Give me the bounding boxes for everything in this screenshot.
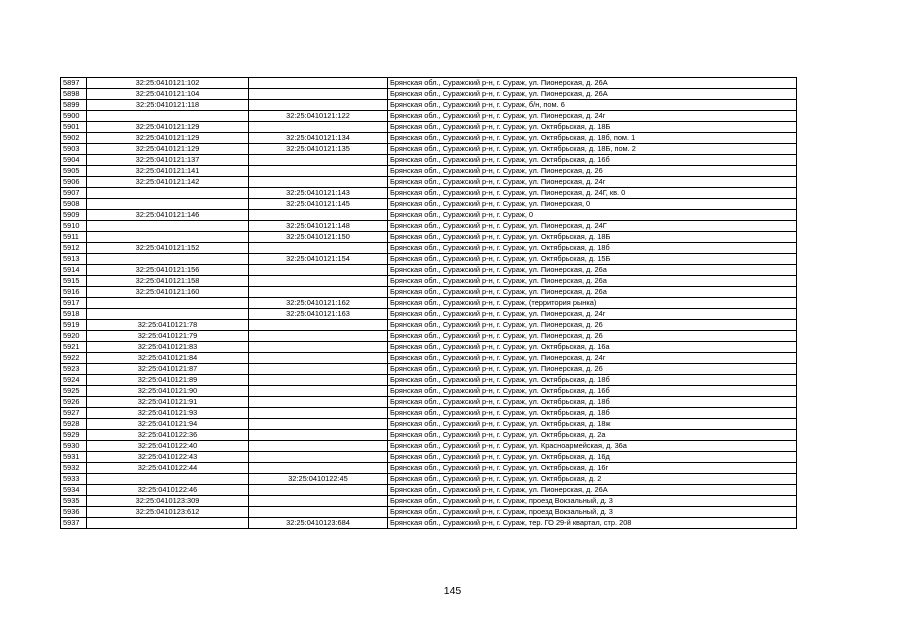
- parent-cadastral-number-cell: [249, 441, 388, 452]
- table-row: [61, 155, 797, 166]
- address-cell: Брянская обл., Суражский р-н, г. Сураж, тер. ГО 29-й квартал, стр. 208: [388, 518, 797, 529]
- parent-cadastral-number-cell: 32:25:0410121:143: [249, 188, 388, 199]
- address-cell: Брянская обл., Суражский р-н, г. Сураж, ул. Пионерская, д. 24Г: [388, 221, 797, 232]
- table-row: [61, 496, 797, 507]
- row-number-cell: 5907: [61, 188, 87, 199]
- table-row: [61, 507, 797, 518]
- address-cell: Брянская обл., Суражский р-н, г. Сураж, проезд Вокзальный, д. 3: [388, 507, 797, 518]
- row-number-cell: 5910: [61, 221, 87, 232]
- address-cell: Брянская обл., Суражский р-н, г. Сураж, ул. Пионерская, 0: [388, 199, 797, 210]
- address-cell: Брянская обл., Суражский р-н, г. Сураж, ул. Пионерская, д. 24г: [388, 353, 797, 364]
- table-row: [61, 265, 797, 276]
- address-cell: Брянская обл., Суражский р-н, г. Сураж, ул. Пионерская, д. 26А: [388, 78, 797, 89]
- row-number-cell: 5916: [61, 287, 87, 298]
- table-row: [61, 221, 797, 232]
- cadastral-number-cell: 32:25:0410121:78: [87, 320, 249, 331]
- cadastral-number-cell: 32:25:0410121:91: [87, 397, 249, 408]
- cadastral-number-cell: 32:25:0410121:104: [87, 89, 249, 100]
- table-row: [61, 210, 797, 221]
- address-cell: Брянская обл., Суражский р-н, г. Сураж, ул. Пионерская, д. 26а: [388, 287, 797, 298]
- address-cell: Брянская обл., Суражский р-н, г. Сураж, ул. Октябрьская, д. 18Б: [388, 232, 797, 243]
- row-number-cell: 5921: [61, 342, 87, 353]
- table-row: [61, 331, 797, 342]
- table-row: [61, 485, 797, 496]
- address-cell: Брянская обл., Суражский р-н, г. Сураж, ул. Октябрьская, д. 16г: [388, 463, 797, 474]
- address-cell: Брянская обл., Суражский р-н, г. Сураж, ул. Пионерская, д. 26а: [388, 265, 797, 276]
- row-number-cell: 5936: [61, 507, 87, 518]
- parent-cadastral-number-cell: [249, 265, 388, 276]
- table-row: [61, 298, 797, 309]
- cadastral-number-cell: 32:25:0410123:309: [87, 496, 249, 507]
- table-row: [61, 276, 797, 287]
- cadastral-number-cell: 32:25:0410121:87: [87, 364, 249, 375]
- row-number-cell: 5933: [61, 474, 87, 485]
- address-cell: Брянская обл., Суражский р-н, г. Сураж, ул. Пионерская, д. 26А: [388, 485, 797, 496]
- table-row: [61, 452, 797, 463]
- row-number-cell: 5911: [61, 232, 87, 243]
- address-cell: Брянская обл., Суражский р-н, г. Сураж, ул. Пионерская, д. 26а: [388, 276, 797, 287]
- address-cell: Брянская обл., Суражский р-н, г. Сураж, ул. Октябрьская, д. 16а: [388, 342, 797, 353]
- parent-cadastral-number-cell: [249, 78, 388, 89]
- table-row: [61, 111, 797, 122]
- parent-cadastral-number-cell: [249, 485, 388, 496]
- address-cell: Брянская обл., Суражский р-н, г. Сураж, (территория рынка): [388, 298, 797, 309]
- cadastral-number-cell: 32:25:0410122:40: [87, 441, 249, 452]
- address-cell: Брянская обл., Суражский р-н, г. Сураж, ул. Октябрьская, д. 18Б, пом. 2: [388, 144, 797, 155]
- cadastral-number-cell: [87, 309, 249, 320]
- parent-cadastral-number-cell: [249, 320, 388, 331]
- table-row: [61, 441, 797, 452]
- row-number-cell: 5909: [61, 210, 87, 221]
- cadastral-number-cell: [87, 298, 249, 309]
- table-row: [61, 364, 797, 375]
- address-cell: Брянская обл., Суражский р-н, г. Сураж, ул. Октябрьская, д. 18б: [388, 397, 797, 408]
- table-row: [61, 419, 797, 430]
- row-number-cell: 5903: [61, 144, 87, 155]
- cadastral-number-cell: [87, 474, 249, 485]
- page-number: 145: [443, 585, 462, 597]
- address-cell: Брянская обл., Суражский р-н, г. Сураж, проезд Вокзальный, д. 3: [388, 496, 797, 507]
- table-row: [61, 342, 797, 353]
- table-row: [61, 474, 797, 485]
- row-number-cell: 5918: [61, 309, 87, 320]
- row-number-cell: 5919: [61, 320, 87, 331]
- parent-cadastral-number-cell: 32:25:0410123:684: [249, 518, 388, 529]
- cadastral-number-cell: 32:25:0410121:84: [87, 353, 249, 364]
- cadastral-number-cell: [87, 518, 249, 529]
- parent-cadastral-number-cell: 32:25:0410121:148: [249, 221, 388, 232]
- parent-cadastral-number-cell: [249, 375, 388, 386]
- parent-cadastral-number-cell: [249, 166, 388, 177]
- row-number-cell: 5913: [61, 254, 87, 265]
- cadastral-number-cell: 32:25:0410121:90: [87, 386, 249, 397]
- parent-cadastral-number-cell: 32:25:0410121:135: [249, 144, 388, 155]
- address-cell: Брянская обл., Суражский р-н, г. Сураж, ул. Октябрьская, д. 18Б: [388, 122, 797, 133]
- table-row: [61, 122, 797, 133]
- row-number-cell: 5906: [61, 177, 87, 188]
- table-row: [61, 408, 797, 419]
- parent-cadastral-number-cell: [249, 386, 388, 397]
- table-body: [61, 78, 797, 529]
- address-cell: Брянская обл., Суражский р-н, г. Сураж, ул. Пионерская, д. 26А: [388, 89, 797, 100]
- address-cell: Брянская обл., Суражский р-н, г. Сураж, ул. Пионерская, д. 26: [388, 320, 797, 331]
- parent-cadastral-number-cell: 32:25:0410121:145: [249, 199, 388, 210]
- parent-cadastral-number-cell: [249, 397, 388, 408]
- table-row: [61, 78, 797, 89]
- table-row: [61, 254, 797, 265]
- address-cell: Брянская обл., Суражский р-н, г. Сураж, ул. Октябрьская, д. 18б: [388, 375, 797, 386]
- row-number-cell: 5912: [61, 243, 87, 254]
- address-cell: Брянская обл., Суражский р-н, г. Сураж, ул. Красноармейская, д. 36а: [388, 441, 797, 452]
- table-row: [61, 353, 797, 364]
- parent-cadastral-number-cell: 32:25:0410121:122: [249, 111, 388, 122]
- parent-cadastral-number-cell: 32:25:0410121:150: [249, 232, 388, 243]
- parent-cadastral-number-cell: [249, 331, 388, 342]
- parent-cadastral-number-cell: [249, 122, 388, 133]
- row-number-cell: 5908: [61, 199, 87, 210]
- address-cell: Брянская обл., Суражский р-н, г. Сураж, ул. Октябрьская, д. 16б: [388, 386, 797, 397]
- row-number-cell: 5925: [61, 386, 87, 397]
- address-cell: Брянская обл., Суражский р-н, г. Сураж, ул. Октябрьская, д. 16б: [388, 155, 797, 166]
- table-row: [61, 144, 797, 155]
- property-table: [60, 77, 797, 529]
- row-number-cell: 5898: [61, 89, 87, 100]
- address-cell: Брянская обл., Суражский р-н, г. Сураж, ул. Октябрьская, д. 18б: [388, 243, 797, 254]
- table-row: [61, 188, 797, 199]
- cadastral-number-cell: 32:25:0410121:160: [87, 287, 249, 298]
- cadastral-number-cell: 32:25:0410121:129: [87, 133, 249, 144]
- parent-cadastral-number-cell: 32:25:0410122:45: [249, 474, 388, 485]
- address-cell: Брянская обл., Суражский р-н, г. Сураж, ул. Октябрьская, д. 2: [388, 474, 797, 485]
- address-cell: Брянская обл., Суражский р-н, г. Сураж, ул. Октябрьская, д. 16д: [388, 452, 797, 463]
- table-row: [61, 177, 797, 188]
- address-cell: Брянская обл., Суражский р-н, г. Сураж, ул. Пионерская, д. 24г: [388, 177, 797, 188]
- table-row: [61, 89, 797, 100]
- row-number-cell: 5897: [61, 78, 87, 89]
- row-number-cell: 5915: [61, 276, 87, 287]
- cadastral-number-cell: 32:25:0410121:129: [87, 144, 249, 155]
- table-row: [61, 232, 797, 243]
- address-cell: Брянская обл., Суражский р-н, г. Сураж, ул. Пионерская, д. 24г: [388, 309, 797, 320]
- cadastral-number-cell: 32:25:0410122:44: [87, 463, 249, 474]
- cadastral-number-cell: 32:25:0410121:129: [87, 122, 249, 133]
- table-row: [61, 287, 797, 298]
- cadastral-number-cell: 32:25:0410121:146: [87, 210, 249, 221]
- row-number-cell: 5914: [61, 265, 87, 276]
- address-cell: Брянская обл., Суражский р-н, г. Сураж, б/н, пом. 6: [388, 100, 797, 111]
- parent-cadastral-number-cell: [249, 100, 388, 111]
- parent-cadastral-number-cell: [249, 276, 388, 287]
- parent-cadastral-number-cell: [249, 408, 388, 419]
- cadastral-number-cell: 32:25:0410121:141: [87, 166, 249, 177]
- parent-cadastral-number-cell: 32:25:0410121:154: [249, 254, 388, 265]
- parent-cadastral-number-cell: [249, 507, 388, 518]
- address-cell: Брянская обл., Суражский р-н, г. Сураж, ул. Октябрьская, д. 15Б: [388, 254, 797, 265]
- parent-cadastral-number-cell: 32:25:0410121:163: [249, 309, 388, 320]
- table-row: [61, 309, 797, 320]
- parent-cadastral-number-cell: [249, 243, 388, 254]
- address-cell: Брянская обл., Суражский р-н, г. Сураж, ул. Октябрьская, д. 18ж: [388, 419, 797, 430]
- cadastral-number-cell: 32:25:0410121:142: [87, 177, 249, 188]
- parent-cadastral-number-cell: [249, 89, 388, 100]
- cadastral-number-cell: 32:25:0410121:137: [87, 155, 249, 166]
- row-number-cell: 5929: [61, 430, 87, 441]
- cadastral-number-cell: 32:25:0410121:158: [87, 276, 249, 287]
- row-number-cell: 5900: [61, 111, 87, 122]
- parent-cadastral-number-cell: [249, 342, 388, 353]
- address-cell: Брянская обл., Суражский р-н, г. Сураж, 0: [388, 210, 797, 221]
- address-cell: Брянская обл., Суражский р-н, г. Сураж, ул. Пионерская, д. 26: [388, 166, 797, 177]
- row-number-cell: 5902: [61, 133, 87, 144]
- address-cell: Брянская обл., Суражский р-н, г. Сураж, ул. Пионерская, д. 26: [388, 331, 797, 342]
- cadastral-number-cell: [87, 199, 249, 210]
- parent-cadastral-number-cell: 32:25:0410121:134: [249, 133, 388, 144]
- parent-cadastral-number-cell: [249, 287, 388, 298]
- cadastral-number-cell: [87, 221, 249, 232]
- cadastral-number-cell: 32:25:0410121:152: [87, 243, 249, 254]
- row-number-cell: 5904: [61, 155, 87, 166]
- cadastral-number-cell: [87, 232, 249, 243]
- row-number-cell: 5935: [61, 496, 87, 507]
- row-number-cell: 5932: [61, 463, 87, 474]
- row-number-cell: 5923: [61, 364, 87, 375]
- cadastral-number-cell: 32:25:0410121:94: [87, 419, 249, 430]
- table-row: [61, 166, 797, 177]
- address-cell: Брянская обл., Суражский р-н, г. Сураж, ул. Пионерская, д. 24г: [388, 111, 797, 122]
- table-row: [61, 397, 797, 408]
- parent-cadastral-number-cell: [249, 452, 388, 463]
- row-number-cell: 5905: [61, 166, 87, 177]
- table-row: [61, 463, 797, 474]
- row-number-cell: 5926: [61, 397, 87, 408]
- address-cell: Брянская обл., Суражский р-н, г. Сураж, ул. Пионерская, д. 24Г, кв. 0: [388, 188, 797, 199]
- cadastral-number-cell: 32:25:0410123:612: [87, 507, 249, 518]
- parent-cadastral-number-cell: [249, 419, 388, 430]
- cadastral-number-cell: 32:25:0410122:43: [87, 452, 249, 463]
- table-row: [61, 243, 797, 254]
- cadastral-number-cell: 32:25:0410122:46: [87, 485, 249, 496]
- table-row: [61, 375, 797, 386]
- table-row: [61, 199, 797, 210]
- row-number-cell: 5917: [61, 298, 87, 309]
- address-cell: Брянская обл., Суражский р-н, г. Сураж, ул. Октябрьская, д. 18б: [388, 408, 797, 419]
- cadastral-number-cell: 32:25:0410121:156: [87, 265, 249, 276]
- row-number-cell: 5934: [61, 485, 87, 496]
- table-row: [61, 133, 797, 144]
- parent-cadastral-number-cell: [249, 430, 388, 441]
- cadastral-number-cell: 32:25:0410121:93: [87, 408, 249, 419]
- row-number-cell: 5901: [61, 122, 87, 133]
- cadastral-number-cell: [87, 188, 249, 199]
- row-number-cell: 5924: [61, 375, 87, 386]
- address-cell: Брянская обл., Суражский р-н, г. Сураж, ул. Пионерская, д. 26: [388, 364, 797, 375]
- parent-cadastral-number-cell: [249, 463, 388, 474]
- cadastral-number-cell: 32:25:0410121:102: [87, 78, 249, 89]
- row-number-cell: 5928: [61, 419, 87, 430]
- row-number-cell: 5927: [61, 408, 87, 419]
- table-row: [61, 386, 797, 397]
- cadastral-number-cell: 32:25:0410121:118: [87, 100, 249, 111]
- table-row: [61, 430, 797, 441]
- table-row: [61, 100, 797, 111]
- address-cell: Брянская обл., Суражский р-н, г. Сураж, ул. Октябрьская, д. 2а: [388, 430, 797, 441]
- row-number-cell: 5931: [61, 452, 87, 463]
- cadastral-number-cell: [87, 254, 249, 265]
- row-number-cell: 5899: [61, 100, 87, 111]
- parent-cadastral-number-cell: [249, 496, 388, 507]
- parent-cadastral-number-cell: [249, 210, 388, 221]
- parent-cadastral-number-cell: [249, 364, 388, 375]
- cadastral-number-cell: [87, 111, 249, 122]
- parent-cadastral-number-cell: [249, 177, 388, 188]
- cadastral-number-cell: 32:25:0410121:79: [87, 331, 249, 342]
- cadastral-number-cell: 32:25:0410121:83: [87, 342, 249, 353]
- row-number-cell: 5922: [61, 353, 87, 364]
- cadastral-number-cell: 32:25:0410122:36: [87, 430, 249, 441]
- table-row: [61, 518, 797, 529]
- address-cell: Брянская обл., Суражский р-н, г. Сураж, ул. Октябрьская, д. 18б, пом. 1: [388, 133, 797, 144]
- parent-cadastral-number-cell: [249, 353, 388, 364]
- row-number-cell: 5930: [61, 441, 87, 452]
- parent-cadastral-number-cell: [249, 155, 388, 166]
- row-number-cell: 5920: [61, 331, 87, 342]
- parent-cadastral-number-cell: 32:25:0410121:162: [249, 298, 388, 309]
- table-row: [61, 320, 797, 331]
- row-number-cell: 5937: [61, 518, 87, 529]
- cadastral-number-cell: 32:25:0410121:89: [87, 375, 249, 386]
